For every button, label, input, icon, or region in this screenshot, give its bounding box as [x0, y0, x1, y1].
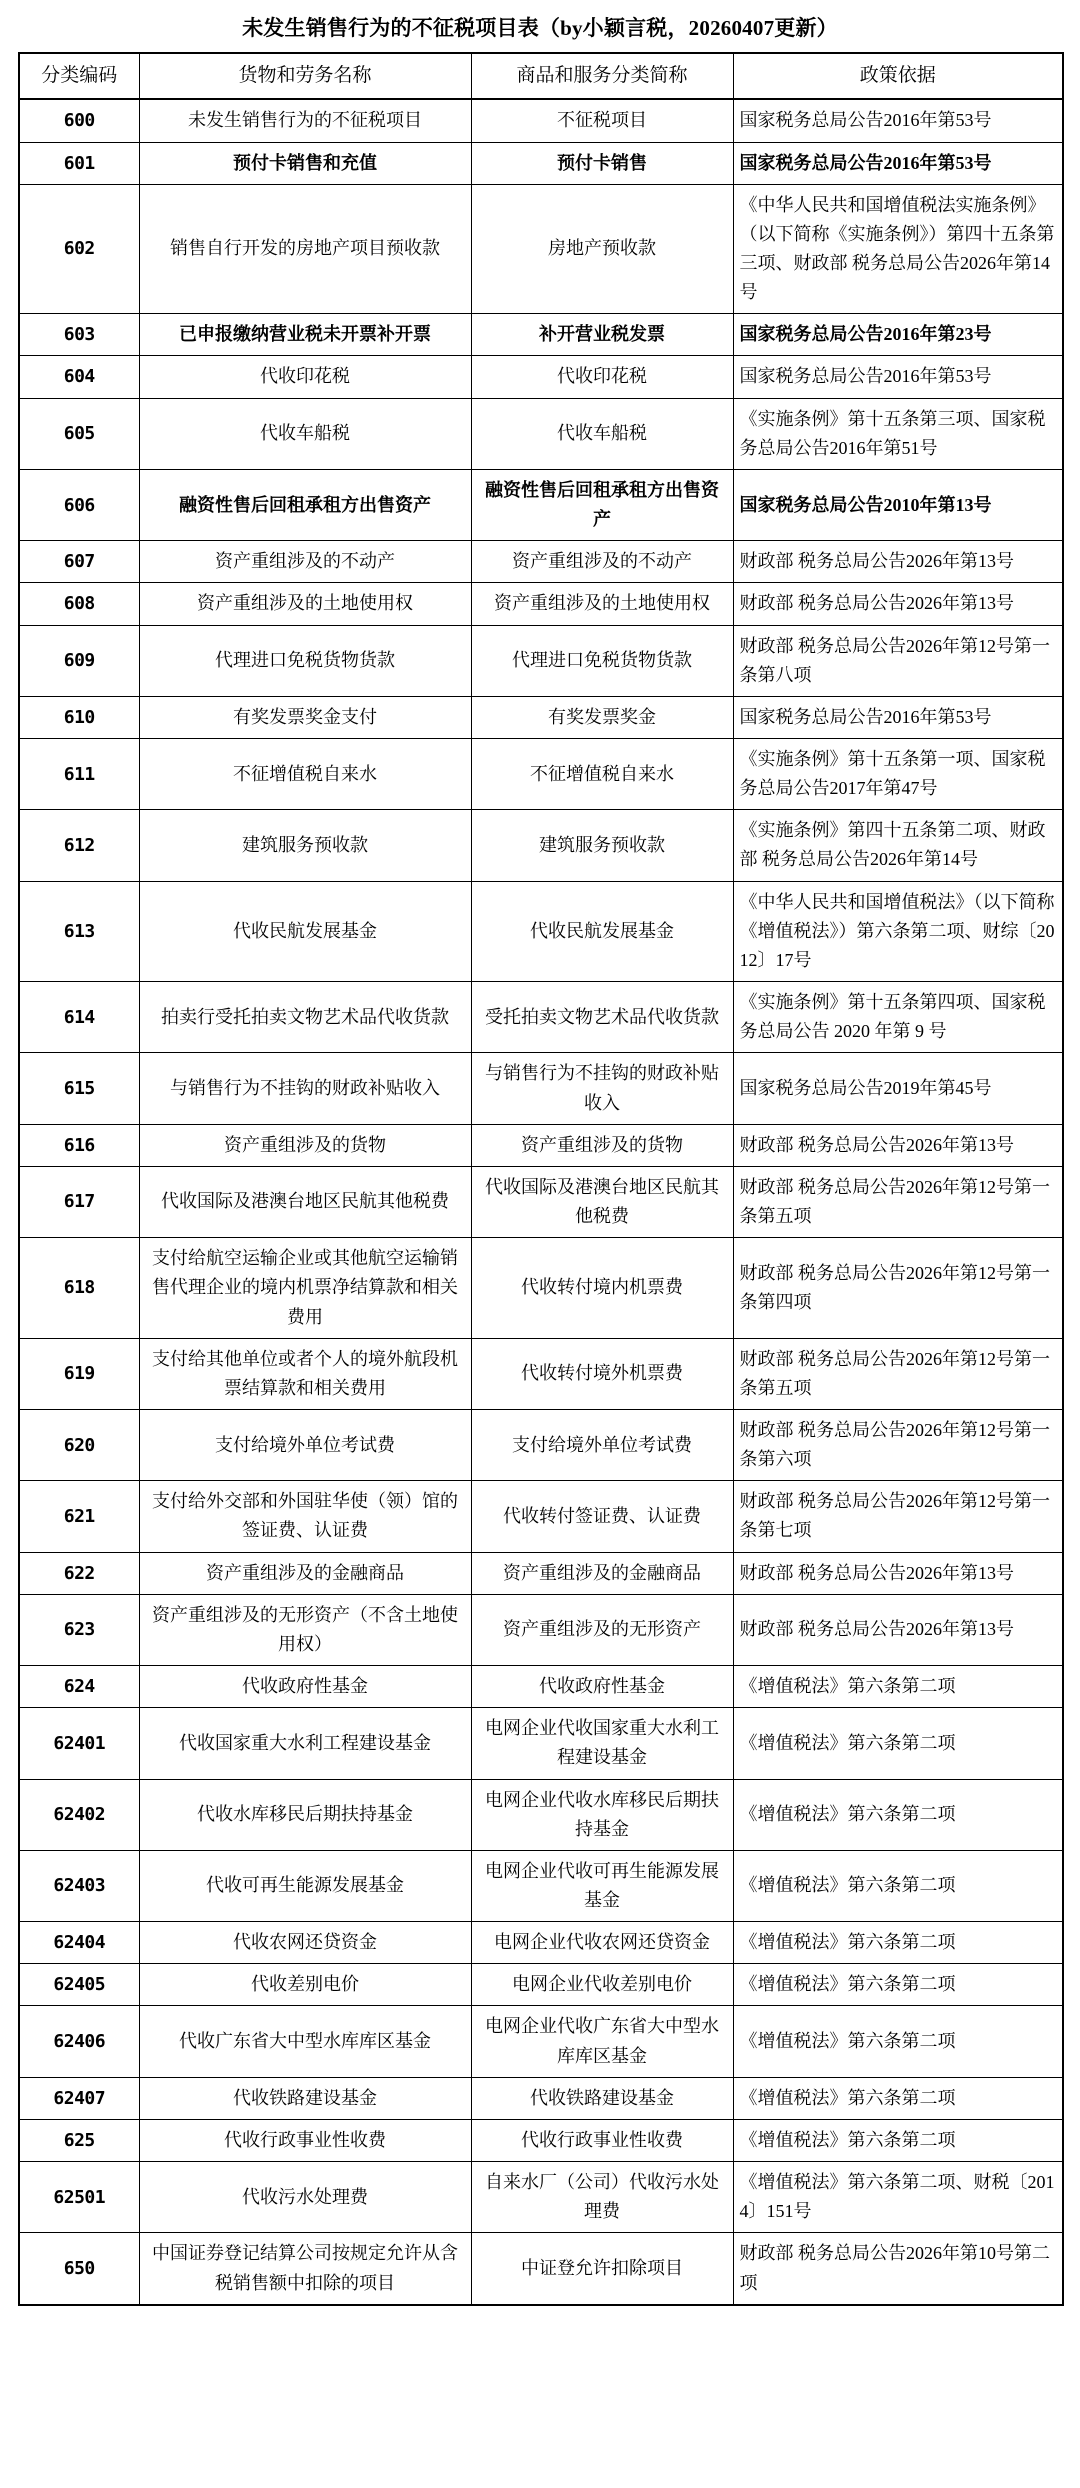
cell-classification-code: 606 — [19, 469, 139, 540]
cell-short-name: 资产重组涉及的土地使用权 — [471, 583, 733, 625]
cell-short-name: 电网企业代收国家重大水利工程建设基金 — [471, 1708, 733, 1779]
cell-goods-name: 代收政府性基金 — [139, 1666, 471, 1708]
table-row — [19, 1552, 1063, 1594]
cell-goods-name: 不征增值税自来水 — [139, 739, 471, 810]
cell-goods-name: 代收车船税 — [139, 398, 471, 469]
table-row — [19, 583, 1063, 625]
cell-policy-basis: 国家税务总局公告2016年第53号 — [733, 99, 1063, 142]
table-row — [19, 1779, 1063, 1850]
cell-policy-basis: 财政部 税务总局公告2026年第13号 — [733, 583, 1063, 625]
cell-policy-basis: 《中华人民共和国增值税法》（以下简称《增值税法》）第六条第二项、财综〔2012〕17号 — [733, 881, 1063, 981]
cell-goods-name: 已申报缴纳营业税未开票补开票 — [139, 314, 471, 356]
table-header-row — [19, 53, 1063, 100]
cell-goods-name: 代理进口免税货物货款 — [139, 625, 471, 696]
table-row — [19, 1338, 1063, 1409]
cell-goods-name: 资产重组涉及的金融商品 — [139, 1552, 471, 1594]
cell-goods-name: 资产重组涉及的不动产 — [139, 541, 471, 583]
cell-goods-name: 代收铁路建设基金 — [139, 2077, 471, 2119]
table-row — [19, 810, 1063, 881]
cell-policy-basis: 《增值税法》第六条第二项 — [733, 1708, 1063, 1779]
cell-goods-name: 资产重组涉及的土地使用权 — [139, 583, 471, 625]
cell-classification-code: 62403 — [19, 1850, 139, 1921]
cell-classification-code: 62406 — [19, 2006, 139, 2077]
table-row — [19, 314, 1063, 356]
table-row — [19, 1922, 1063, 1964]
cell-classification-code: 610 — [19, 696, 139, 738]
cell-policy-basis: 财政部 税务总局公告2026年第12号第一条第七项 — [733, 1481, 1063, 1552]
cell-short-name: 支付给境外单位考试费 — [471, 1409, 733, 1480]
cell-short-name: 中证登允许扣除项目 — [471, 2233, 733, 2305]
cell-goods-name: 资产重组涉及的货物 — [139, 1124, 471, 1166]
table-row — [19, 1964, 1063, 2006]
cell-policy-basis: 财政部 税务总局公告2026年第13号 — [733, 1124, 1063, 1166]
cell-goods-name: 代收民航发展基金 — [139, 881, 471, 981]
table-row — [19, 1594, 1063, 1665]
cell-classification-code: 600 — [19, 99, 139, 142]
table-row — [19, 2006, 1063, 2077]
cell-classification-code: 614 — [19, 982, 139, 1053]
cell-policy-basis: 《增值税法》第六条第二项 — [733, 2006, 1063, 2077]
cell-goods-name: 代收差别电价 — [139, 1964, 471, 2006]
cell-classification-code: 611 — [19, 739, 139, 810]
cell-goods-name: 拍卖行受托拍卖文物艺术品代收货款 — [139, 982, 471, 1053]
cell-short-name: 电网企业代收差别电价 — [471, 1964, 733, 2006]
cell-classification-code: 604 — [19, 356, 139, 398]
table-row — [19, 696, 1063, 738]
cell-classification-code: 619 — [19, 1338, 139, 1409]
cell-policy-basis: 财政部 税务总局公告2026年第12号第一条第六项 — [733, 1409, 1063, 1480]
cell-policy-basis: 国家税务总局公告2019年第45号 — [733, 1053, 1063, 1124]
cell-policy-basis: 《增值税法》第六条第二项 — [733, 1964, 1063, 2006]
cell-goods-name: 预付卡销售和充值 — [139, 142, 471, 184]
table-row — [19, 2119, 1063, 2161]
column-header-policy: 政策依据 — [733, 53, 1063, 100]
cell-goods-name: 代收广东省大中型水库库区基金 — [139, 2006, 471, 2077]
cell-policy-basis: 《实施条例》第四十五条第二项、财政部 税务总局公告2026年第14号 — [733, 810, 1063, 881]
cell-policy-basis: 国家税务总局公告2016年第53号 — [733, 696, 1063, 738]
cell-short-name: 代理进口免税货物货款 — [471, 625, 733, 696]
cell-classification-code: 609 — [19, 625, 139, 696]
cell-goods-name: 代收国际及港澳台地区民航其他税费 — [139, 1166, 471, 1237]
cell-short-name: 预付卡销售 — [471, 142, 733, 184]
table-row — [19, 99, 1063, 142]
cell-classification-code: 608 — [19, 583, 139, 625]
cell-classification-code: 618 — [19, 1238, 139, 1338]
table-row — [19, 1708, 1063, 1779]
cell-short-name: 受托拍卖文物艺术品代收货款 — [471, 982, 733, 1053]
cell-policy-basis: 国家税务总局公告2016年第53号 — [733, 356, 1063, 398]
table-row — [19, 469, 1063, 540]
cell-short-name: 资产重组涉及的不动产 — [471, 541, 733, 583]
cell-short-name: 代收政府性基金 — [471, 1666, 733, 1708]
table-row — [19, 739, 1063, 810]
cell-short-name: 不征增值税自来水 — [471, 739, 733, 810]
cell-goods-name: 与销售行为不挂钩的财政补贴收入 — [139, 1053, 471, 1124]
cell-goods-name: 资产重组涉及的无形资产（不含土地使用权） — [139, 1594, 471, 1665]
table-row — [19, 184, 1063, 314]
table-row — [19, 881, 1063, 981]
cell-classification-code: 62401 — [19, 1708, 139, 1779]
cell-classification-code: 617 — [19, 1166, 139, 1237]
cell-policy-basis: 国家税务总局公告2016年第53号 — [733, 142, 1063, 184]
cell-short-name: 代收车船税 — [471, 398, 733, 469]
cell-goods-name: 支付给境外单位考试费 — [139, 1409, 471, 1480]
cell-policy-basis: 《增值税法》第六条第二项 — [733, 1850, 1063, 1921]
cell-short-name: 有奖发票奖金 — [471, 696, 733, 738]
cell-classification-code: 612 — [19, 810, 139, 881]
cell-policy-basis: 《实施条例》第十五条第三项、国家税务总局公告2016年第51号 — [733, 398, 1063, 469]
table-row — [19, 982, 1063, 1053]
table-row — [19, 1053, 1063, 1124]
cell-goods-name: 代收国家重大水利工程建设基金 — [139, 1708, 471, 1779]
cell-goods-name: 未发生销售行为的不征税项目 — [139, 99, 471, 142]
column-header-short: 商品和服务分类简称 — [471, 53, 733, 100]
cell-goods-name: 融资性售后回租承租方出售资产 — [139, 469, 471, 540]
column-header-goods: 货物和劳务名称 — [139, 53, 471, 100]
cell-classification-code: 62501 — [19, 2162, 139, 2233]
table-row — [19, 2233, 1063, 2305]
table-row — [19, 1124, 1063, 1166]
table-row — [19, 1409, 1063, 1480]
page-title: 未发生销售行为的不征税项目表（by小颖言税，20260407更新） — [242, 16, 838, 40]
cell-goods-name: 建筑服务预收款 — [139, 810, 471, 881]
table-row — [19, 2077, 1063, 2119]
cell-policy-basis: 财政部 税务总局公告2026年第12号第一条第四项 — [733, 1238, 1063, 1338]
cell-classification-code: 605 — [19, 398, 139, 469]
table-row — [19, 1238, 1063, 1338]
cell-goods-name: 中国证券登记结算公司按规定允许从含税销售额中扣除的项目 — [139, 2233, 471, 2305]
cell-short-name: 代收转付签证费、认证费 — [471, 1481, 733, 1552]
cell-short-name: 代收转付境外机票费 — [471, 1338, 733, 1409]
cell-classification-code: 607 — [19, 541, 139, 583]
cell-short-name: 电网企业代收水库移民后期扶持基金 — [471, 1779, 733, 1850]
cell-policy-basis: 《中华人民共和国增值税法实施条例》（以下简称《实施条例》）第四十五条第三项、财政部 税务总局公告2026年第14号 — [733, 184, 1063, 314]
cell-classification-code: 62402 — [19, 1779, 139, 1850]
cell-short-name: 代收转付境内机票费 — [471, 1238, 733, 1338]
cell-classification-code: 620 — [19, 1409, 139, 1480]
cell-classification-code: 62405 — [19, 1964, 139, 2006]
cell-classification-code: 621 — [19, 1481, 139, 1552]
column-header-code: 分类编码 — [19, 53, 139, 100]
cell-classification-code: 602 — [19, 184, 139, 314]
cell-policy-basis: 财政部 税务总局公告2026年第13号 — [733, 541, 1063, 583]
cell-classification-code: 615 — [19, 1053, 139, 1124]
cell-policy-basis: 财政部 税务总局公告2026年第12号第一条第五项 — [733, 1166, 1063, 1237]
cell-goods-name: 支付给外交部和外国驻华使（领）馆的签证费、认证费 — [139, 1481, 471, 1552]
cell-short-name: 代收行政事业性收费 — [471, 2119, 733, 2161]
table-row — [19, 1166, 1063, 1237]
cell-policy-basis: 《增值税法》第六条第二项 — [733, 1666, 1063, 1708]
table-body — [19, 99, 1063, 2304]
cell-classification-code: 613 — [19, 881, 139, 981]
cell-short-name: 资产重组涉及的金融商品 — [471, 1552, 733, 1594]
table-row — [19, 142, 1063, 184]
table-row — [19, 1850, 1063, 1921]
table-row — [19, 2162, 1063, 2233]
cell-policy-basis: 国家税务总局公告2010年第13号 — [733, 469, 1063, 540]
cell-short-name: 融资性售后回租承租方出售资产 — [471, 469, 733, 540]
cell-short-name: 房地产预收款 — [471, 184, 733, 314]
cell-goods-name: 销售自行开发的房地产项目预收款 — [139, 184, 471, 314]
cell-policy-basis: 财政部 税务总局公告2026年第13号 — [733, 1552, 1063, 1594]
cell-short-name: 电网企业代收农网还贷资金 — [471, 1922, 733, 1964]
cell-goods-name: 代收可再生能源发展基金 — [139, 1850, 471, 1921]
cell-policy-basis: 《实施条例》第十五条第四项、国家税务总局公告 2020 年第 9 号 — [733, 982, 1063, 1053]
cell-policy-basis: 《增值税法》第六条第二项 — [733, 1922, 1063, 1964]
cell-policy-basis: 国家税务总局公告2016年第23号 — [733, 314, 1063, 356]
cell-goods-name: 代收水库移民后期扶持基金 — [139, 1779, 471, 1850]
cell-goods-name: 代收污水处理费 — [139, 2162, 471, 2233]
cell-short-name: 与销售行为不挂钩的财政补贴收入 — [471, 1053, 733, 1124]
cell-policy-basis: 《增值税法》第六条第二项、财税〔2014〕151号 — [733, 2162, 1063, 2233]
cell-short-name: 代收国际及港澳台地区民航其他税费 — [471, 1166, 733, 1237]
cell-classification-code: 625 — [19, 2119, 139, 2161]
cell-short-name: 资产重组涉及的无形资产 — [471, 1594, 733, 1665]
cell-short-name: 自来水厂（公司）代收污水处理费 — [471, 2162, 733, 2233]
table-row — [19, 398, 1063, 469]
cell-policy-basis: 《增值税法》第六条第二项 — [733, 2119, 1063, 2161]
cell-short-name: 补开营业税发票 — [471, 314, 733, 356]
cell-policy-basis: 《实施条例》第十五条第一项、国家税务总局公告2017年第47号 — [733, 739, 1063, 810]
cell-short-name: 不征税项目 — [471, 99, 733, 142]
cell-policy-basis: 财政部 税务总局公告2026年第10号第二项 — [733, 2233, 1063, 2305]
cell-classification-code: 622 — [19, 1552, 139, 1594]
table-row — [19, 541, 1063, 583]
cell-policy-basis: 《增值税法》第六条第二项 — [733, 1779, 1063, 1850]
cell-goods-name: 代收行政事业性收费 — [139, 2119, 471, 2161]
cell-short-name: 代收民航发展基金 — [471, 881, 733, 981]
table-row — [19, 1481, 1063, 1552]
cell-classification-code: 601 — [19, 142, 139, 184]
cell-classification-code: 623 — [19, 1594, 139, 1665]
cell-classification-code: 650 — [19, 2233, 139, 2305]
cell-short-name: 代收印花税 — [471, 356, 733, 398]
cell-short-name: 资产重组涉及的货物 — [471, 1124, 733, 1166]
cell-classification-code: 62404 — [19, 1922, 139, 1964]
cell-short-name: 代收铁路建设基金 — [471, 2077, 733, 2119]
table-row — [19, 625, 1063, 696]
cell-policy-basis: 《增值税法》第六条第二项 — [733, 2077, 1063, 2119]
cell-short-name: 建筑服务预收款 — [471, 810, 733, 881]
table-row — [19, 356, 1063, 398]
cell-short-name: 电网企业代收可再生能源发展基金 — [471, 1850, 733, 1921]
cell-classification-code: 603 — [19, 314, 139, 356]
cell-policy-basis: 财政部 税务总局公告2026年第12号第一条第五项 — [733, 1338, 1063, 1409]
cell-classification-code: 616 — [19, 1124, 139, 1166]
cell-goods-name: 有奖发票奖金支付 — [139, 696, 471, 738]
cell-goods-name: 代收农网还贷资金 — [139, 1922, 471, 1964]
cell-classification-code: 624 — [19, 1666, 139, 1708]
cell-policy-basis: 财政部 税务总局公告2026年第13号 — [733, 1594, 1063, 1665]
cell-policy-basis: 财政部 税务总局公告2026年第12号第一条第八项 — [733, 625, 1063, 696]
cell-goods-name: 代收印花税 — [139, 356, 471, 398]
cell-classification-code: 62407 — [19, 2077, 139, 2119]
table-header — [19, 53, 1063, 100]
cell-short-name: 电网企业代收广东省大中型水库库区基金 — [471, 2006, 733, 2077]
cell-goods-name: 支付给其他单位或者个人的境外航段机票结算款和相关费用 — [139, 1338, 471, 1409]
table-row — [19, 1666, 1063, 1708]
cell-goods-name: 支付给航空运输企业或其他航空运输销售代理企业的境内机票净结算款和相关费用 — [139, 1238, 471, 1338]
tax-items-table — [18, 52, 1064, 2306]
